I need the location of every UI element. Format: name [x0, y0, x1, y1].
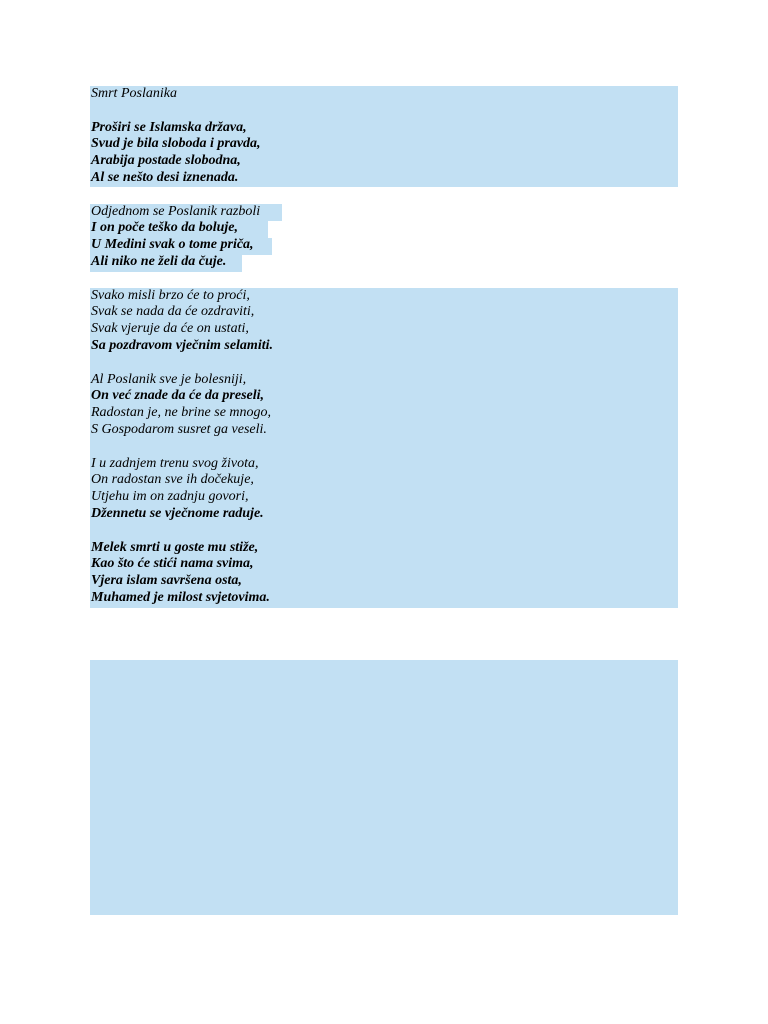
stanza-6-line-2: Kao što će stići nama svima, [91, 556, 254, 572]
stanza-5 [91, 456, 671, 523]
stanza-4-line-2: On već znade da će da preseli, [91, 388, 265, 404]
stanza-3-line-3: Svak vjeruje da će on ustati, [91, 321, 249, 337]
stanza-2 [91, 204, 671, 271]
stanza-3-line-4: Sa pozdravom vječnim selamiti. [91, 337, 273, 353]
stanza-2-line-1: Odjednom se Poslanik razboli [91, 203, 261, 219]
stanza-6 [91, 540, 671, 607]
poem-title: Smrt Poslanika [91, 86, 177, 101]
stanza-2-line-2: I on poče teško da boluje, [91, 220, 238, 236]
stanza-4-line-3: Radostan je, ne brine se mnogo, [91, 405, 272, 421]
stanza-1-line-4: Al se nešto desi iznenada. [91, 169, 239, 185]
stanza-4-line-4: S Gospodarom susret ga veseli. [91, 421, 267, 437]
stanza-6-line-4: Muhamed je milost svjetovima. [91, 589, 270, 605]
stanza-4 [91, 372, 671, 439]
stanza-5-line-3: Utjehu im on zadnju govori, [91, 489, 249, 505]
blank-line [91, 187, 671, 204]
stanza-4-line-1: Al Poslanik sve je bolesniji, [91, 371, 247, 387]
stanza-2-line-4: Ali niko ne želi da čuje. [91, 253, 227, 269]
blank-line [91, 355, 671, 372]
blank-line [91, 103, 671, 120]
stanza-1 [91, 120, 671, 187]
stanza-3 [91, 288, 671, 355]
stanza-5-line-4: Džennetu se vječnome raduje. [91, 505, 264, 521]
poem [91, 86, 671, 607]
stanza-5-line-1: I u zadnjem trenu svog života, [91, 455, 259, 471]
stanza-5-line-2: On radostan sve ih dočekuje, [91, 472, 254, 488]
blank-line [91, 523, 671, 540]
stanza-2-line-3: U Medini svak o tome priča, [91, 237, 254, 253]
stanza-3-line-2: Svak se nada da će ozdraviti, [91, 304, 255, 320]
highlight-band-empty [90, 660, 678, 915]
blank-line [91, 439, 671, 456]
stanza-6-line-1: Melek smrti u goste mu stiže, [91, 539, 259, 555]
stanza-3-line-1: Svako misli brzo će to proći, [91, 287, 250, 303]
stanza-1-line-2: Svud je bila sloboda i pravda, [91, 136, 261, 152]
stanza-1-line-1: Proširi se Islamska država, [91, 119, 247, 135]
blank-line [91, 271, 671, 288]
stanza-6-line-3: Vjera islam savršena osta, [91, 573, 242, 589]
stanza-1-line-3: Arabija postade slobodna, [91, 153, 241, 169]
